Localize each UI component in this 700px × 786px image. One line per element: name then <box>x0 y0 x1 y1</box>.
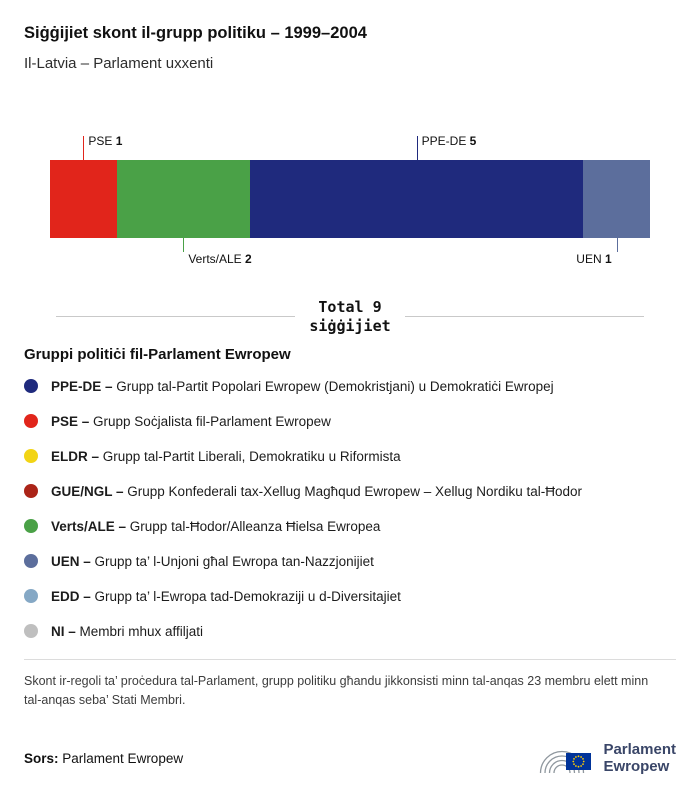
legend-item-text: GUE/NGL – Grupp Konfederali tax-Xellug Magħqud Ewropew – Xellug Nordiku tal-Ħodor <box>51 483 583 499</box>
legend-item-ni <box>24 624 676 639</box>
legend-item-verts-ale <box>24 519 676 534</box>
legend-list <box>24 379 676 639</box>
legend-color-dot <box>24 484 38 498</box>
legend-item-text: PSE – Grupp Soċjalista fil-Parlament Ewropew <box>51 413 331 429</box>
total-seats-line1: Total 9 <box>318 298 382 316</box>
bar-segment-verts-ale <box>117 160 250 238</box>
footer <box>24 736 676 780</box>
chart-labels-bottom <box>50 238 650 268</box>
bar-label-tick <box>83 136 84 160</box>
seat-chart <box>50 134 650 268</box>
legend-heading: Gruppi politiċi fil-Parlament Ewropew <box>24 345 291 363</box>
legend-item-text: ELDR – Grupp tal-Partit Liberali, Demokratiku u Riformista <box>51 448 401 464</box>
bar-label-tick <box>417 136 418 160</box>
source-value: Parlament Ewropew <box>62 750 184 766</box>
legend-color-dot <box>24 414 38 428</box>
bar-label-tick <box>617 238 618 252</box>
ep-logo-line1: Parlament <box>603 741 676 758</box>
divider-line-right <box>405 316 644 317</box>
bar-label-text: PSE 1 <box>88 134 123 148</box>
legend-item-ppe-de <box>24 379 676 394</box>
legend-item-edd <box>24 589 676 604</box>
ep-logo-line2: Ewropew <box>603 758 670 776</box>
total-seats-label <box>309 298 390 336</box>
bar-label-tick <box>183 238 184 252</box>
legend-item-text: NI – Membri mhux affiljati <box>51 623 204 639</box>
bar-label-text: Verts/ALE 2 <box>188 252 252 266</box>
legend-color-dot <box>24 554 38 568</box>
footnote-divider <box>24 659 676 660</box>
legend-item-gue-ngl <box>24 484 676 499</box>
footnote: Skont ir-regoli ta’ proċedura tal-Parlament, grupp politiku għandu jikkonsisti minn tal-anqas 23 membru elett minn tal-anqas seba’ Stati Membri. <box>24 673 649 707</box>
legend-color-dot <box>24 624 38 638</box>
legend-color-dot <box>24 379 38 393</box>
legend-item-text: PPE-DE – Grupp tal-Partit Popolari Ewropew (Demokristjani) u Demokratiċi Ewropej <box>51 378 554 394</box>
total-divider <box>56 298 644 336</box>
bar-segment-ppe-de <box>250 160 583 238</box>
bar-segment-pse <box>50 160 117 238</box>
ep-logo <box>539 736 676 780</box>
page-title: Siġġijiet skont il-grupp politiku – 1999–2004 <box>24 24 367 42</box>
page-subtitle: Il-Latvia – Parlament uxxenti <box>24 55 214 72</box>
chart-labels-top <box>50 134 650 160</box>
total-seats-line2: siġġijiet <box>309 316 391 335</box>
divider-line-left <box>56 316 295 317</box>
source-label: Sors: <box>24 750 59 766</box>
legend-item-text: EDD – Grupp ta’ l-Ewropa tad-Demokraziji u d-Diversitajiet <box>51 588 401 604</box>
ep-logo-text <box>603 741 676 776</box>
legend-item-uen <box>24 554 676 569</box>
source <box>24 751 183 766</box>
bar-segment-uen <box>583 160 650 238</box>
ep-hemicycle-flag-icon <box>539 736 593 780</box>
legend-color-dot <box>24 589 38 603</box>
legend-item-text: Verts/ALE – Grupp tal-Ħodor/Alleanza Ħielsa Ewropea <box>51 518 381 534</box>
bar-label-text: PPE-DE 5 <box>421 134 477 148</box>
legend-item-pse <box>24 414 676 429</box>
legend-color-dot <box>24 449 38 463</box>
legend-color-dot <box>24 519 38 533</box>
legend-item-eldr <box>24 449 676 464</box>
bar-label-text: UEN 1 <box>576 252 612 266</box>
legend-item-text: UEN – Grupp ta’ l-Unjoni għal Ewropa tan-Nazzjonijiet <box>51 553 374 569</box>
seat-bar <box>50 160 650 238</box>
